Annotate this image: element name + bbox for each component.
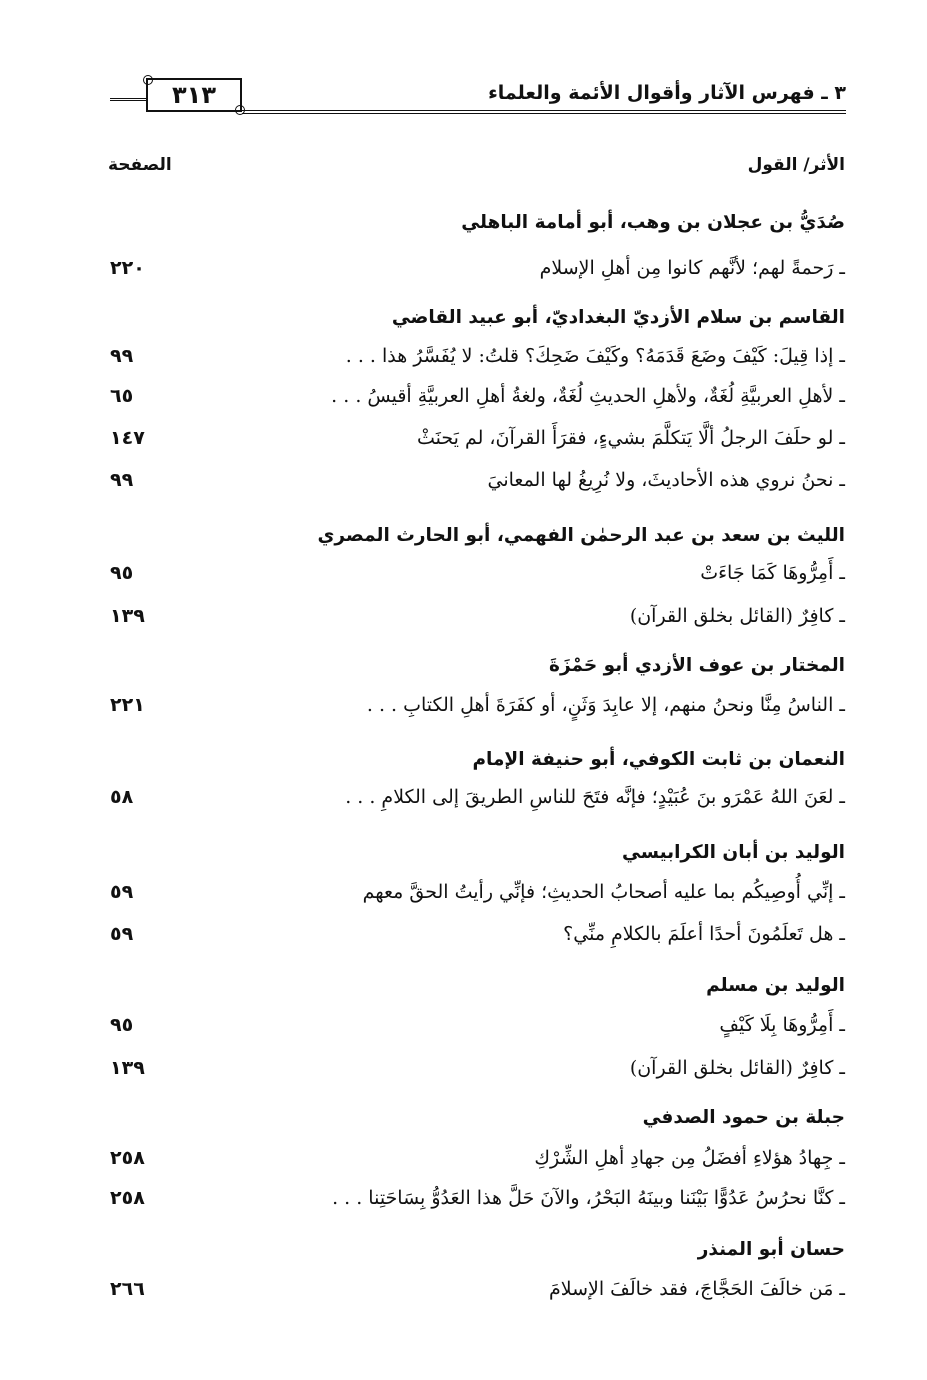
- page-reference: ٩٥: [110, 562, 134, 584]
- quote-text: ـ أَمِرُّوهَا كَمَا جَاءَتْ: [700, 562, 845, 584]
- column-heading-page: الصفحة: [108, 155, 172, 175]
- index-entry: [100, 598, 845, 634]
- index-person-heading: [100, 648, 845, 684]
- index-entry: [100, 1140, 845, 1176]
- page-reference: ٥٩: [110, 923, 134, 945]
- person-name: جبلة بن حمود الصدفي: [642, 1107, 845, 1128]
- page-reference: ٢٢٠: [110, 257, 145, 279]
- index-entry: [100, 462, 845, 498]
- quote-text: ـ كنَّا نحرُسُ عَدُوًّا بَيْنَنا وبينَهُ البَحْرُ، والآنَ حَلَّ هذا العَدُوُّ بِسَاحَتِنا . . .: [332, 1187, 845, 1209]
- index-entry: [100, 420, 845, 456]
- running-title: ٣ ـ فهرس الآثار وأقوال الأئمة والعلماء: [488, 82, 846, 104]
- page-reference: ٥٩: [110, 881, 134, 903]
- page-reference: ٢٢١: [110, 694, 145, 716]
- person-name: صُدَيُّ بن عجلان بن وهب، أبو أمامة الباهلي: [461, 212, 845, 233]
- index-entry: [100, 874, 845, 910]
- page-reference: ١٣٩: [110, 605, 145, 627]
- index-entry: [100, 1271, 845, 1307]
- index-entry: [100, 687, 845, 723]
- quote-text: ـ جِهادُ هؤلاءِ أفضَلُ مِن جهادِ أهلِ الشِّرْكِ: [534, 1147, 845, 1169]
- quote-text: ـ لو حلَفَ الرجلُ ألَّا يَتكلَّمَ بشيءٍ، فقرَأَ القرآنَ، لم يَحنَثْ: [416, 427, 845, 449]
- person-name: المختار بن عوف الأزدي أبو حَمْزَةَ: [549, 655, 845, 676]
- index-entry: [100, 1050, 845, 1086]
- person-name: النعمان بن ثابت الكوفي، أبو حنيفة الإمام: [472, 749, 845, 770]
- index-entry: [100, 378, 845, 414]
- index-entries: [100, 0, 845, 1380]
- index-entry: [100, 250, 845, 286]
- quote-text: ـ لأهلِ العربيَّةِ لُغَةٌ، ولأهلِ الحديثِ لُغَةٌ، ولغةُ أهلِ العربيَّةِ أقيسُ . . .: [331, 385, 845, 407]
- page-reference: ٢٥٨: [110, 1187, 145, 1209]
- quote-text: ـ الناسُ مِنَّا ونحنُ منهم، إلا عابِدَ وَثَنٍ، أو كفَرَةَ أهلِ الكتابِ . . .: [366, 694, 845, 716]
- index-person-heading: [100, 1100, 845, 1136]
- page-reference: ٢٦٦: [110, 1278, 145, 1300]
- index-entry: [100, 555, 845, 591]
- quote-text: ـ رَحمةً لهم؛ لأنَّهم كانوا مِن أهلِ الإسلام: [539, 257, 845, 279]
- page-reference: ٩٩: [110, 469, 134, 491]
- index-person-heading: [100, 518, 845, 554]
- page-reference: ١٣٩: [110, 1057, 145, 1079]
- page-reference: ٥٨: [110, 786, 134, 808]
- person-name: القاسم بن سلام الأزديّ البغداديّ، أبو عبيد القاضي: [391, 307, 845, 328]
- quote-text: ـ كافِرٌ (القائل بخلق القرآن): [629, 1057, 845, 1079]
- quote-text: ـ مَن خالَفَ الحَجَّاجَ، فقد خالَفَ الإسلامَ: [548, 1278, 845, 1300]
- quote-text: ـ نحنُ نروي هذه الأحاديثَ، ولا نُرِيغُ لها المعانيَ: [487, 469, 845, 491]
- quote-text: ـ إذا قِيلَ: كَيْفَ وضَعَ قَدَمَهُ؟ وكَيْفَ ضَحِكَ؟ قلتُ: لا يُفَسَّرُ هذا . . .: [345, 345, 845, 367]
- index-person-heading: [100, 300, 845, 336]
- page-number: ٣١٣: [172, 81, 216, 109]
- person-name: حسان أبو المنذر: [697, 1239, 845, 1260]
- page-reference: ٢٥٨: [110, 1147, 145, 1169]
- person-name: الليث بن سعد بن عبد الرحمٰن الفهمي، أبو الحارث المصري: [317, 525, 845, 546]
- index-person-heading: [100, 835, 845, 871]
- person-name: الوليد بن مسلم: [706, 975, 845, 996]
- quote-text: ـ إنِّي أُوصِيكُم بما عليه أصحابُ الحديثِ؛ فإنِّي رأيتُ الحقَّ معهم: [362, 881, 845, 903]
- column-heading-quote: الأثر/ القول: [747, 155, 845, 175]
- quote-text: ـ كافِرٌ (القائل بخلق القرآن): [629, 605, 845, 627]
- quote-text: ـ هل تَعلَمُونَ أحدًا أعلَمَ بالكلامِ منِّي؟: [563, 923, 845, 945]
- index-entry: [100, 1180, 845, 1216]
- quote-text: ـ أَمِرُّوهَا بِلَا كَيْفٍ: [719, 1014, 845, 1036]
- page-reference: ١٤٧: [110, 427, 145, 449]
- page-reference: ٩٩: [110, 345, 134, 367]
- index-entry: [100, 1007, 845, 1043]
- index-entry: [100, 779, 845, 815]
- index-person-heading: [100, 1232, 845, 1268]
- index-person-heading: [100, 205, 845, 241]
- index-entry: [100, 916, 845, 952]
- page-reference: ٩٥: [110, 1014, 134, 1036]
- person-name: الوليد بن أبان الكرابيسي: [622, 842, 845, 863]
- quote-text: ـ لعَنَ اللهُ عَمْرَو بنَ عُبَيْدٍ؛ فإنَّه فتَحَ للناسِ الطريقَ إلى الكلامِ . . .: [345, 786, 845, 808]
- index-person-heading: [100, 968, 845, 1004]
- index-person-heading: [100, 742, 845, 778]
- index-entry: [100, 338, 845, 374]
- page-reference: ٦٥: [110, 385, 134, 407]
